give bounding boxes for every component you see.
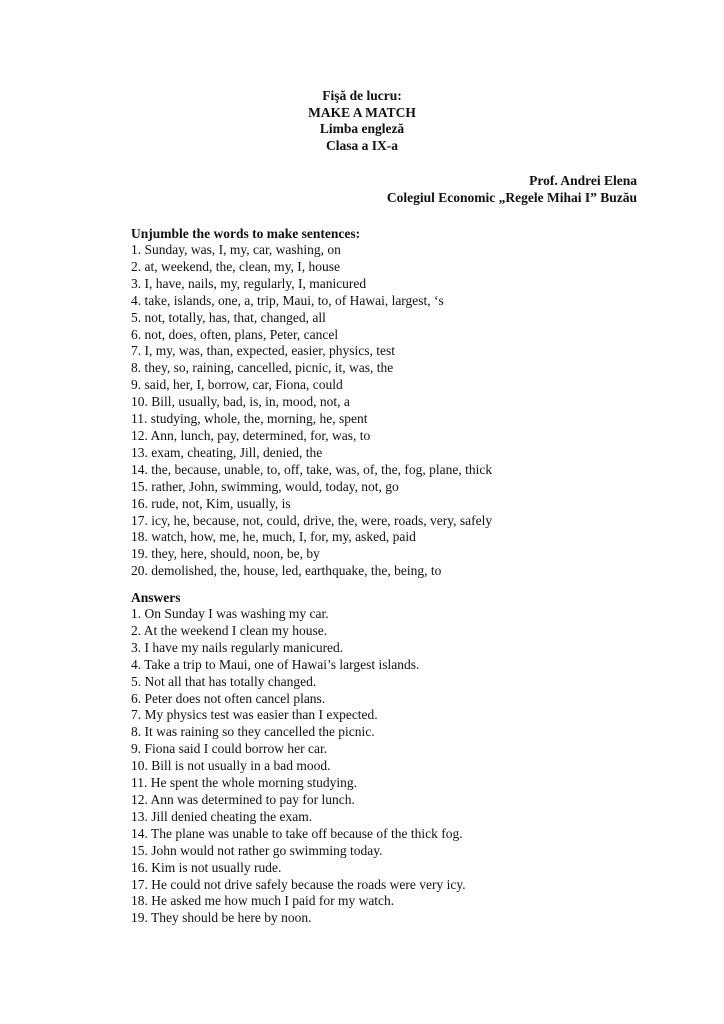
worksheet-header: [0, 88, 724, 154]
exercise-item: 14. the, because, unable, to, off, take, was, of, the, fog, plane, thick: [131, 461, 493, 477]
answer-item: 4. Take a trip to Maui, one of Hawai’s largest islands.: [131, 656, 420, 672]
exercise-item: 3. I, have, nails, my, regularly, I, manicured: [131, 275, 367, 291]
exercise-item: 6. not, does, often, plans, Peter, cancel: [131, 326, 339, 342]
exercise-item: 10. Bill, usually, bad, is, in, mood, not, a: [131, 394, 350, 410]
subject: Limba engleză: [319, 121, 405, 136]
answer-item: 19. They should be here by noon.: [131, 910, 312, 926]
grade: Clasa a IX-a: [325, 137, 398, 153]
author-block: [387, 173, 637, 206]
exercise-item: 7. I, my, was, than, expected, easier, physics, test: [131, 343, 396, 359]
answer-item: 15. John would not rather go swimming today.: [131, 842, 383, 858]
answer-item: 8. It was raining so they cancelled the picnic.: [131, 724, 375, 740]
answers-heading: Answers: [131, 590, 181, 605]
answers-list: [131, 606, 466, 927]
answer-item: 1. On Sunday I was washing my car.: [131, 606, 329, 621]
worksheet-title: MAKE A MATCH: [308, 104, 416, 120]
answer-item: 3. I have my nails regularly manicured.: [131, 639, 344, 655]
answer-item: 13. Jill denied cheating the exam.: [131, 808, 313, 824]
answer-item: 17. He could not drive safely because the roads were very icy.: [131, 876, 466, 892]
exercise-item: 8. they, so, raining, cancelled, picnic, it, was, the: [131, 360, 394, 376]
exercise-item: 20. demolished, the, house, led, earthquake, the, being, to: [131, 563, 442, 579]
answer-item: 16. Kim is not usually rude.: [131, 859, 282, 875]
exercise-item: 16. rude, not, Kim, usually, is: [131, 495, 291, 511]
answer-item: 2. At the weekend I clean my house.: [131, 622, 328, 638]
school-name: Colegiul Economic „Regele Mihai I” Buzău: [386, 189, 637, 205]
exercise-item: 2. at, weekend, the, clean, my, I, house: [131, 258, 341, 274]
answers-section: [131, 590, 466, 927]
exercise-item: 5. not, totally, has, that, changed, all: [131, 309, 326, 325]
answer-item: 18. He asked me how much I paid for my watch.: [131, 893, 395, 909]
exercise-list: [131, 242, 492, 580]
exercise-item: 13. exam, cheating, Jill, denied, the: [131, 444, 323, 460]
exercise-item: 11. studying, whole, the, morning, he, spent: [131, 411, 368, 427]
exercise-item: 15. rather, John, swimming, would, today, not, go: [131, 478, 399, 494]
exercise-section: [131, 226, 492, 580]
worksheet-type: Fişă de lucru:: [322, 88, 402, 103]
answer-item: 7. My physics test was easier than I expected.: [131, 707, 378, 723]
answer-item: 14. The plane was unable to take off because of the thick fog.: [131, 825, 463, 841]
exercise-item: 19. they, here, should, noon, be, by: [131, 546, 320, 562]
answer-item: 12. Ann was determined to pay for lunch.: [131, 791, 355, 807]
exercise-item: 12. Ann, lunch, pay, determined, for, was, to: [131, 427, 371, 443]
exercise-item: 4. take, islands, one, a, trip, Maui, to, of Hawai, largest, ‘s: [131, 292, 444, 308]
answer-item: 11. He spent the whole morning studying.: [131, 775, 357, 791]
exercise-item: 18. watch, how, me, he, much, I, for, my, asked, paid: [131, 529, 416, 545]
author-name: Prof. Andrei Elena: [529, 173, 637, 188]
answer-item: 5. Not all that has totally changed.: [131, 673, 317, 689]
exercise-heading: Unjumble the words to make sentences:: [131, 226, 361, 241]
exercise-item: 17. icy, he, because, not, could, drive, the, were, roads, very, safely: [131, 512, 493, 528]
answer-item: 6. Peter does not often cancel plans.: [131, 690, 326, 706]
exercise-item: 9. said, her, I, borrow, car, Fiona, could: [131, 377, 343, 393]
answer-item: 9. Fiona said I could borrow her car.: [131, 741, 328, 757]
answer-item: 10. Bill is not usually in a bad mood.: [131, 758, 331, 774]
exercise-item: 1. Sunday, was, I, my, car, washing, on: [131, 242, 341, 257]
